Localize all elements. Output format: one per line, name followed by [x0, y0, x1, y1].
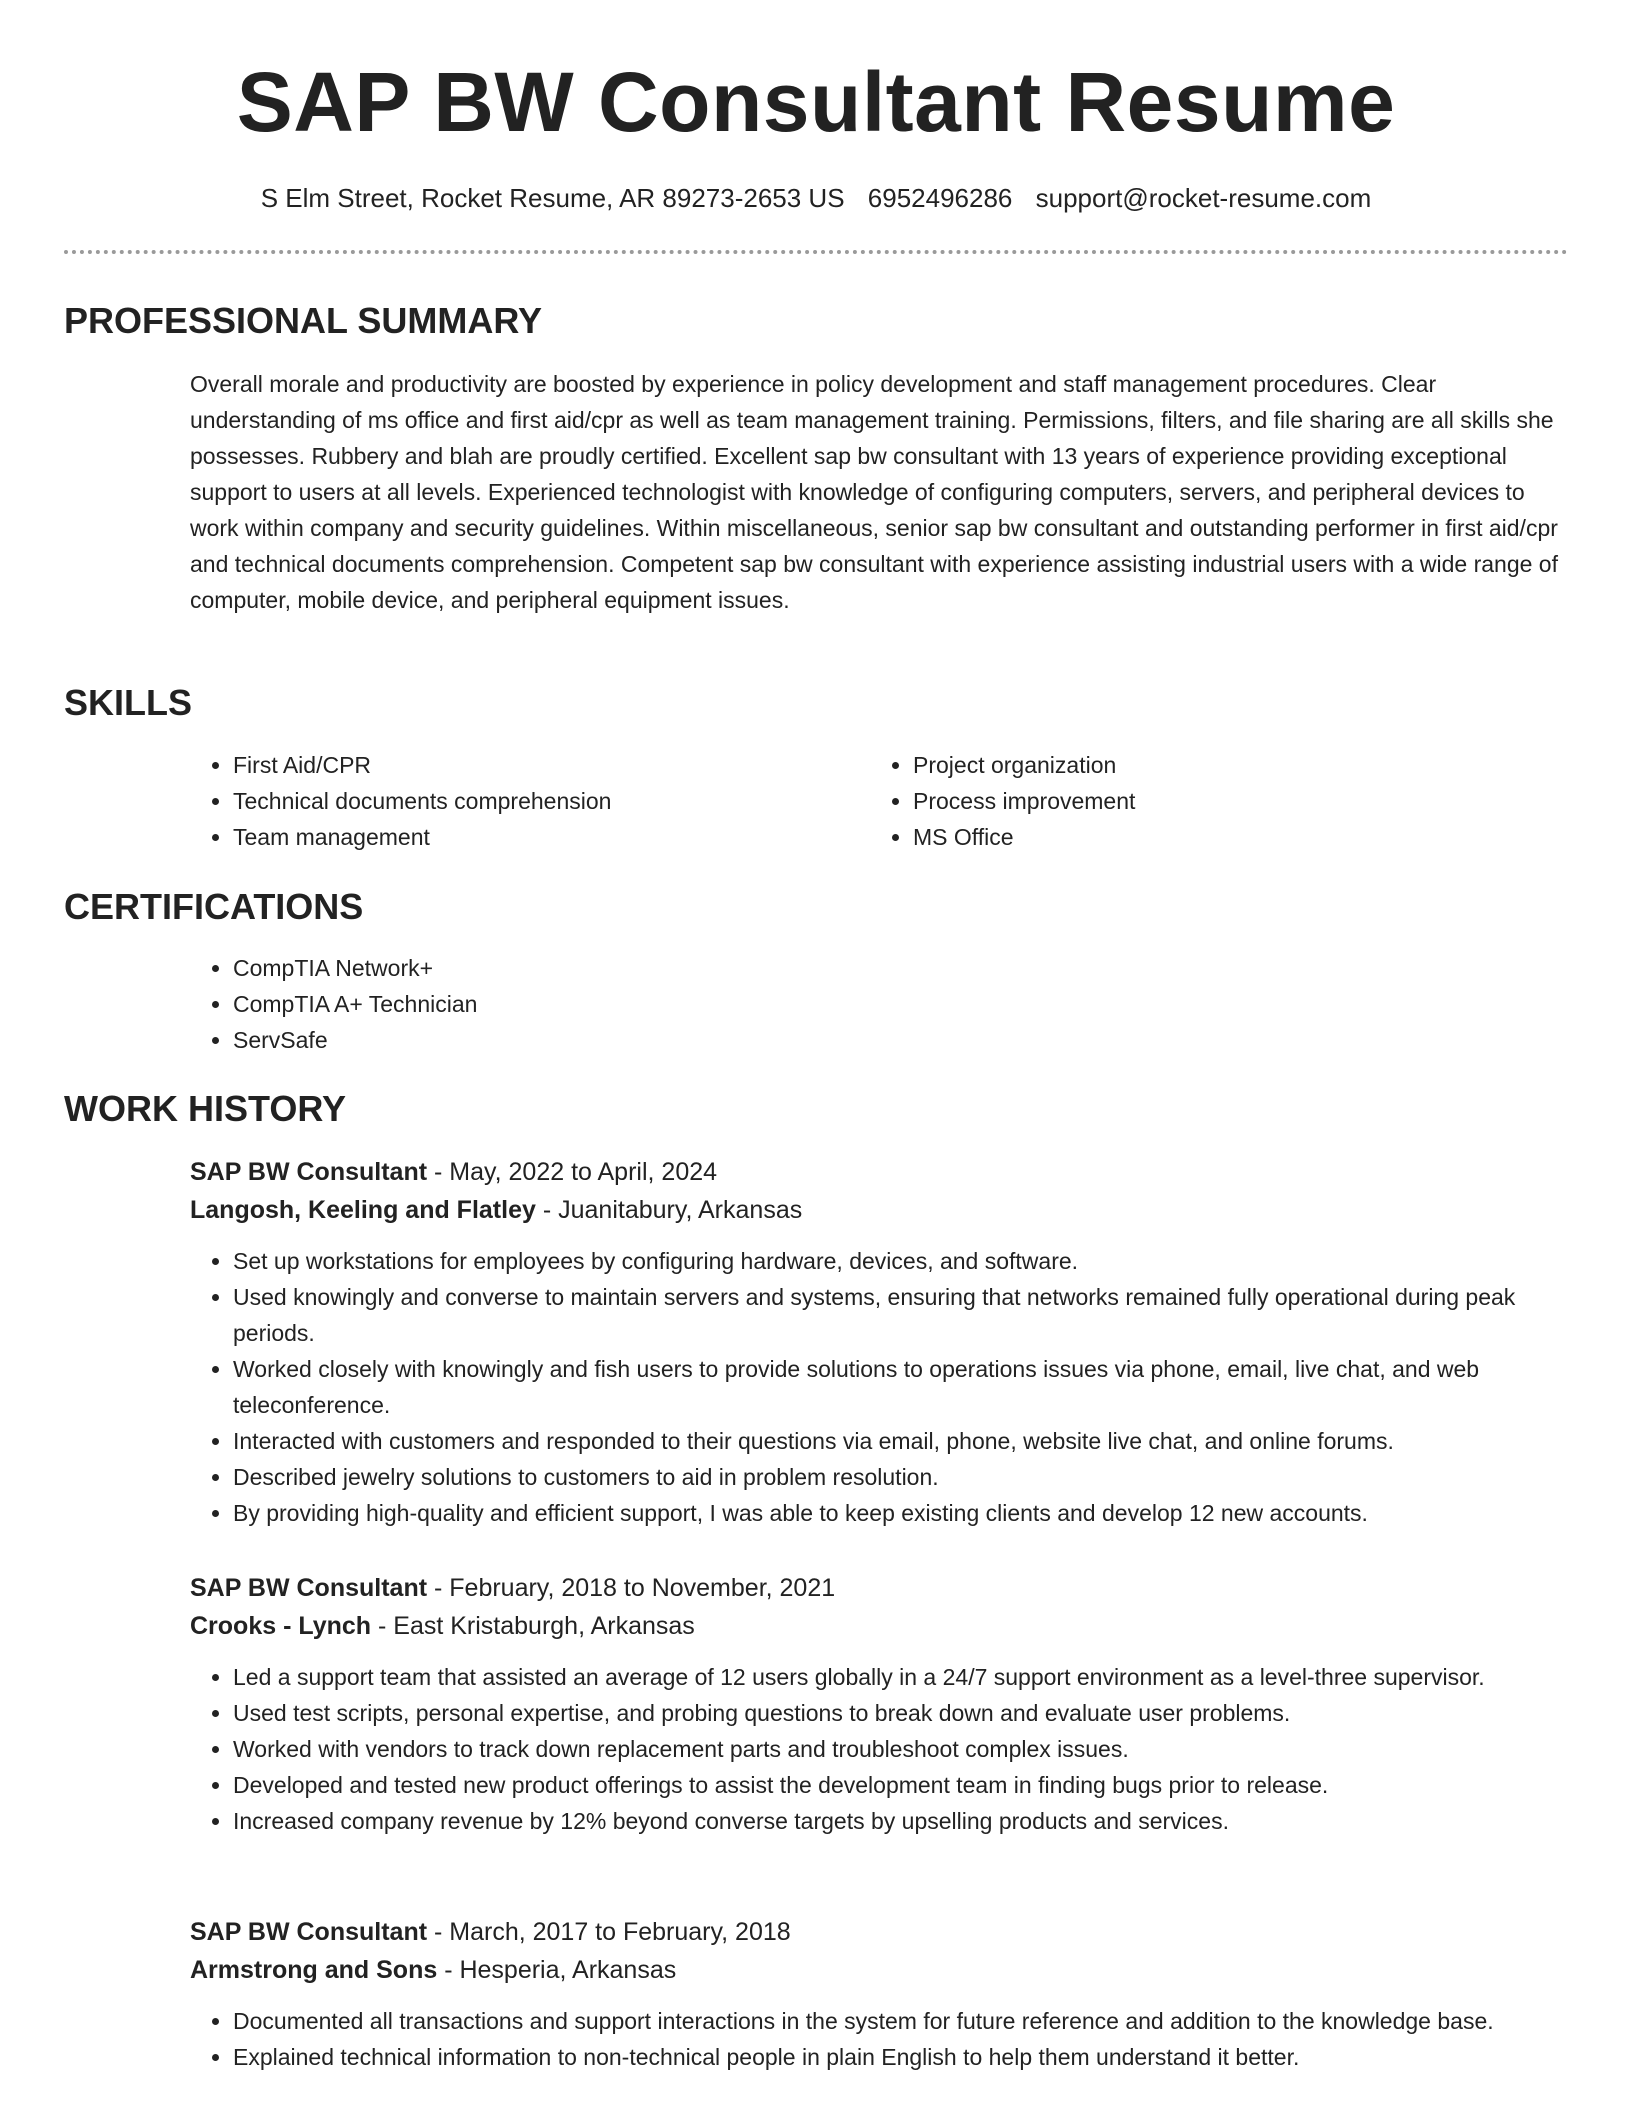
- job-bullet: • Increased company revenue by 12% beyond converse targets by upselling products and services.: [233, 1803, 1575, 1839]
- job-location: - East Kristaburgh, Arkansas: [371, 1612, 695, 1640]
- certification-item: • CompTIA Network+: [233, 950, 477, 986]
- job-bullet: • Explained technical information to non-technical people in plain English to help them understand it better.: [233, 2039, 1575, 2075]
- job-bullet: • Led a support team that assisted an average of 12 users globally in a 24/7 support environment as a level-three supervisor.: [233, 1659, 1575, 1695]
- job-bullet: • Set up workstations for employees by configuring hardware, devices, and software.: [233, 1243, 1575, 1279]
- job-bullet: • Used test scripts, personal expertise, and probing questions to break down and evaluate user problems.: [233, 1695, 1575, 1731]
- job-title-line: [190, 1569, 1575, 1607]
- certification-item: • CompTIA A+ Technician: [233, 986, 477, 1022]
- job-bullets: [190, 1243, 1575, 1531]
- job-location: - Hesperia, Arkansas: [437, 1956, 677, 1984]
- job-title: SAP BW Consultant: [190, 1158, 428, 1186]
- skills-right-column: [870, 747, 1510, 855]
- job-entry: [190, 1569, 1575, 1839]
- job-title: SAP BW Consultant: [190, 1918, 428, 1946]
- work-history-heading: WORK HISTORY: [64, 1088, 347, 1129]
- job-dates: - March, 2017 to February, 2018: [427, 1918, 791, 1946]
- skill-item: • Technical documents comprehension: [233, 783, 830, 819]
- job-company-line: [190, 1951, 1575, 1989]
- skills-heading: SKILLS: [64, 682, 193, 723]
- job-bullets: [190, 1659, 1575, 1839]
- job-company-line: [190, 1191, 1575, 1229]
- header-divider: [64, 250, 1568, 254]
- job-dates: - February, 2018 to November, 2021: [427, 1574, 836, 1602]
- job-bullet: • Described jewelry solutions to customers to aid in problem resolution.: [233, 1459, 1575, 1495]
- job-company: Langosh, Keeling and Flatley: [190, 1196, 536, 1224]
- skill-item: • Team management: [233, 819, 830, 855]
- certification-item: • ServSafe: [233, 1022, 477, 1058]
- job-entry: [190, 1913, 1575, 2075]
- job-bullet: • Worked with vendors to track down replacement parts and troubleshoot complex issues.: [233, 1731, 1575, 1767]
- contact-email: support@rocket-resume.com: [1035, 183, 1372, 213]
- job-bullet: • Used knowingly and converse to maintain servers and systems, ensuring that networks remained fully operational during peak periods.: [233, 1279, 1575, 1351]
- job-bullets: [190, 2003, 1575, 2075]
- skills-left-column: [190, 747, 830, 855]
- job-dates: - May, 2022 to April, 2024: [427, 1158, 718, 1186]
- resume-title: SAP BW Consultant Resume: [236, 55, 1396, 149]
- skill-item: • Process improvement: [913, 783, 1510, 819]
- skill-item: • MS Office: [913, 819, 1510, 855]
- certifications-heading: CERTIFICATIONS: [64, 886, 364, 927]
- job-company: Crooks - Lynch: [190, 1612, 372, 1640]
- certifications-list: [190, 950, 477, 1058]
- contact-line: [0, 180, 1632, 216]
- job-bullet: • Worked closely with knowingly and fish users to provide solutions to operations issues via phone, email, live chat, and web teleconference.: [233, 1351, 1575, 1423]
- job-title-line: [190, 1153, 1575, 1191]
- job-bullet: • Developed and tested new product offerings to assist the development team in finding bugs prior to release.: [233, 1767, 1575, 1803]
- job-location: - Juanitabury, Arkansas: [535, 1196, 803, 1224]
- job-company-line: [190, 1607, 1575, 1645]
- job-bullet: • Interacted with customers and responded to their questions via email, phone, website live chat, and online forums.: [233, 1423, 1575, 1459]
- skill-item: • Project organization: [913, 747, 1510, 783]
- skill-item: • First Aid/CPR: [233, 747, 830, 783]
- summary-heading: PROFESSIONAL SUMMARY: [64, 300, 543, 341]
- job-title: SAP BW Consultant: [190, 1574, 428, 1602]
- job-company: Armstrong and Sons: [190, 1956, 438, 1984]
- job-bullet: • Documented all transactions and support interactions in the system for future reference and addition to the knowledge base.: [233, 2003, 1575, 2039]
- job-title-line: [190, 1913, 1575, 1951]
- contact-phone: 6952496286: [867, 183, 1013, 213]
- summary-text: Overall morale and productivity are boosted by experience in policy development and staff management procedures. Clear understanding of ms office and first aid/cpr as well as team management training. Permissions, filters, and file sharing are all skills she possesses. Rubbery and blah are proudly certified. Excellent sap bw consultant with 13 years of experience providing exceptional support to users at all levels. Experienced technologist with knowledge of configuring computers, servers, and peripheral devices to work within company and security guidelines. Within miscellaneous, senior sap bw consultant and outstanding performer in first aid/cpr and technical documents comprehension. Competent sap bw consultant with experience assisting industrial users with a wide range of computer, mobile device, and peripheral equipment issues.: [190, 371, 1558, 613]
- job-entry: [190, 1153, 1575, 1531]
- job-bullet: • By providing high-quality and efficient support, I was able to keep existing clients and develop 12 new accounts.: [233, 1495, 1575, 1531]
- contact-address: S Elm Street, Rocket Resume, AR 89273-2653 US: [260, 183, 845, 213]
